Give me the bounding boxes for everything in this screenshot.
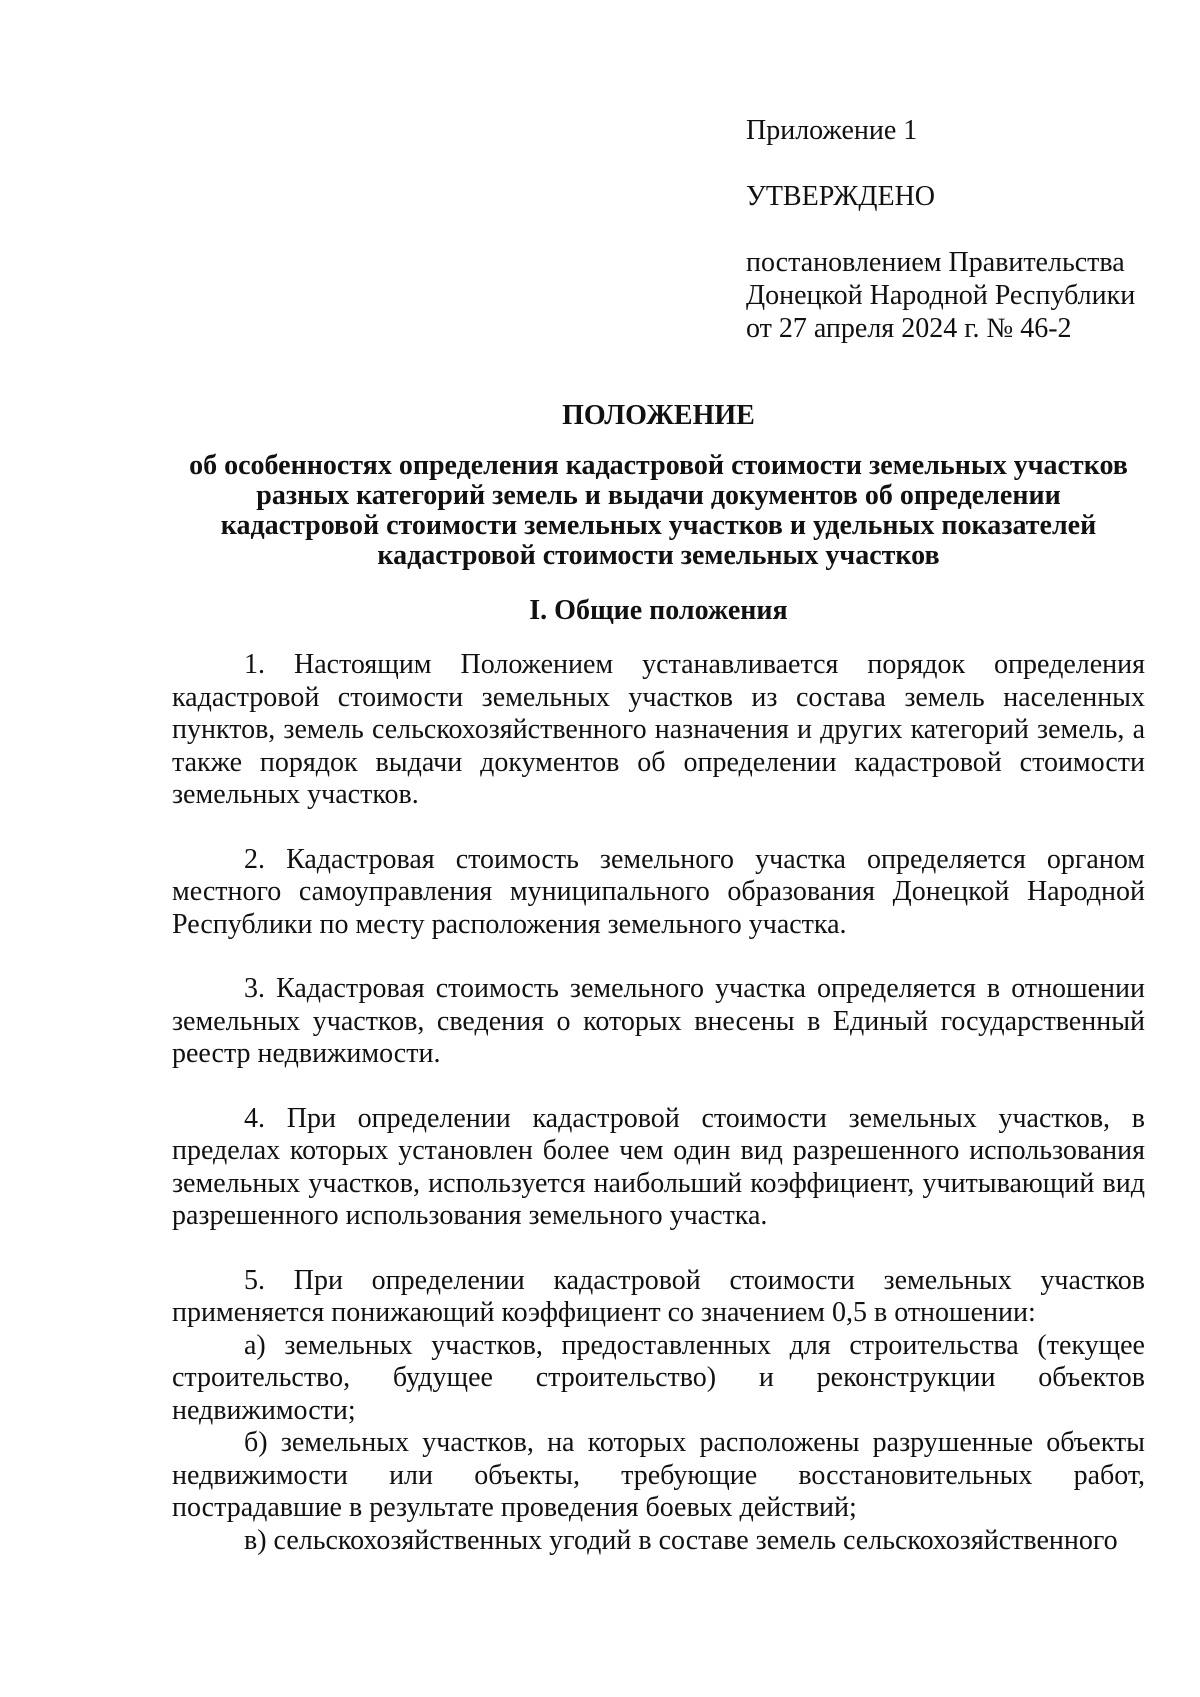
subtitle-line: об особенностях определения кадастровой стоимости земельных участков (189, 449, 1128, 481)
approved-label: УТВЕРЖДЕНО (746, 181, 936, 212)
resolution-line: от 27 апреля 2024 г. № 46-2 (746, 313, 1072, 344)
section-heading: I. Общие положения (529, 594, 788, 626)
resolution-line: постановлением Правительства (746, 247, 1125, 278)
document-title: ПОЛОЖЕНИЕ (562, 400, 755, 431)
subtitle-line: кадастровой стоимости земельных участков и удельных показателей (220, 509, 1097, 541)
approval-block (746, 114, 1166, 345)
paragraph-5: 5. При определении кадастровой стоимости земельных участков применяется понижающий коэффициент со значением 0,5 в отношении: (172, 1264, 1145, 1328)
document-body (172, 400, 1145, 1557)
resolution-line: Донецкой Народной Республики (746, 280, 1136, 311)
subitem-b: б) земельных участков, на которых расположены разрушенные объекты недвижимости или объекты, требующие восстановительных работ, пострадавшие в результате проведения боевых действий; (172, 1427, 1145, 1523)
subtitle-line: кадастровой стоимости земельных участков (377, 539, 940, 571)
document-subtitle (172, 451, 1145, 571)
subitem-c: в) сельскохозяйственных угодий в составе земель сельскохозяйственного (244, 1524, 1118, 1556)
paragraph-4: 4. При определении кадастровой стоимости земельных участков, в пределах которых установлен более чем один вид разрешенного использования земельных участков, используется наибольший коэффициент, учитывающий вид разрешенного использования земельного участка. (172, 1102, 1145, 1231)
paragraph-2: 2. Кадастровая стоимость земельного участка определяется органом местного самоуправления муниципального образования Донецкой Народной Республики по месту расположения земельного участка. (172, 843, 1145, 940)
subitem-a: а) земельных участков, предоставленных для строительства (текущее строительство, будущее строительство) и реконструкции объектов недвижимости; (172, 1329, 1145, 1426)
paragraph-1: 1. Настоящим Положением устанавливается порядок определения кадастровой стоимости земельных участков из состава земель населенных пунктов, земель сельскохозяйственного назначения и других категорий земель, а также порядок выдачи документов об определении кадастровой стоимости земельных участков. (172, 649, 1145, 810)
paragraph-3: 3. Кадастровая стоимость земельного участка определяется в отношении земельных участков, сведения о которых внесены в Единый государственный реестр недвижимости. (172, 973, 1145, 1069)
annex-label: Приложение 1 (746, 115, 918, 146)
subtitle-line: разных категорий земель и выдачи документов об определении (256, 479, 1061, 511)
